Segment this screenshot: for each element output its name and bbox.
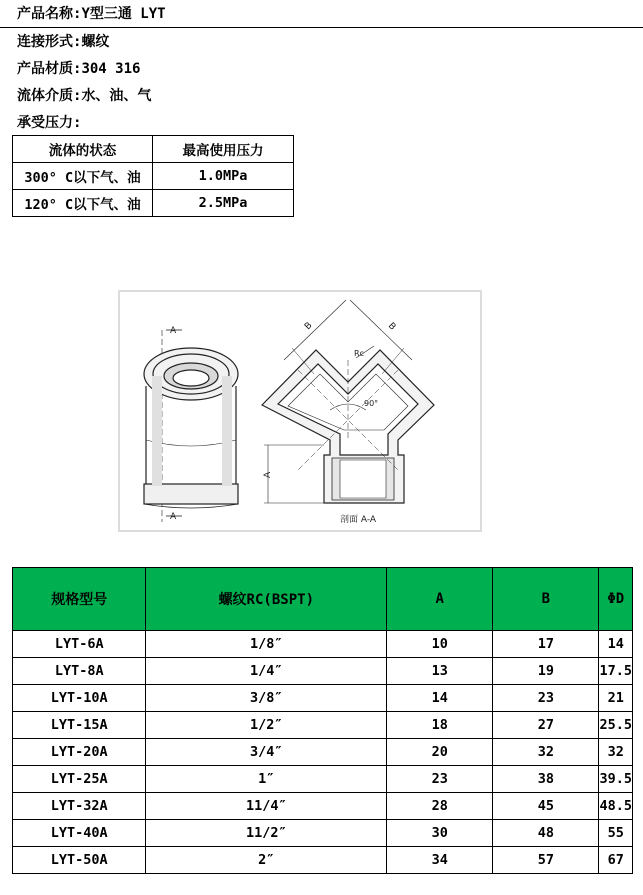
b-cell: 19: [493, 658, 599, 685]
table-row: [13, 739, 633, 766]
model-cell: LYT-50A: [13, 847, 146, 874]
connection-line: [17, 33, 109, 51]
fluid-value: 水、油、气: [81, 88, 152, 104]
a-cell: 28: [387, 793, 493, 820]
table-row: [13, 631, 633, 658]
section-mark-top: A: [170, 326, 177, 336]
thread-cell: 1/8″: [146, 631, 387, 658]
table-row: [13, 766, 633, 793]
dimension-a-label: A: [263, 471, 273, 478]
diameter-cell: 25.5: [599, 712, 633, 739]
diameter-cell: 39.5: [599, 766, 633, 793]
header-thread: 螺纹RC(BSPT): [146, 568, 387, 631]
b-cell: 48: [493, 820, 599, 847]
fluid-state-cell: 120° C以下气、油: [13, 190, 153, 217]
model-cell: LYT-6A: [13, 631, 146, 658]
material-value: 304 316: [81, 61, 141, 77]
diameter-cell: 17.5: [599, 658, 633, 685]
a-cell: 14: [387, 685, 493, 712]
spec-table-header: [13, 568, 633, 631]
a-cell: 20: [387, 739, 493, 766]
table-row: [13, 847, 633, 874]
a-cell: 23: [387, 766, 493, 793]
pressure-table-header: [13, 136, 294, 163]
dimension-b-left: B: [303, 320, 315, 333]
model-cell: LYT-40A: [13, 820, 146, 847]
table-row: [13, 820, 633, 847]
diameter-cell: 67: [599, 847, 633, 874]
b-cell: 57: [493, 847, 599, 874]
diameter-cell: 32: [599, 739, 633, 766]
model-cell: LYT-20A: [13, 739, 146, 766]
b-cell: 32: [493, 739, 599, 766]
header-diameter: ΦD: [599, 568, 633, 631]
a-cell: 18: [387, 712, 493, 739]
max-pressure-cell: 2.5MPa: [153, 190, 294, 217]
header-max-pressure: 最高使用压力: [153, 136, 294, 163]
b-cell: 27: [493, 712, 599, 739]
dimension-b-right: B: [385, 321, 398, 333]
pressure-table: [12, 135, 294, 217]
thread-cell: 11/4″: [146, 793, 387, 820]
diameter-cell: 21: [599, 685, 633, 712]
a-cell: 30: [387, 820, 493, 847]
model-cell: LYT-25A: [13, 766, 146, 793]
angle-label: 90°: [364, 399, 379, 408]
product-name-line: [17, 5, 166, 23]
thread-cell: 2″: [146, 847, 387, 874]
model-cell: LYT-15A: [13, 712, 146, 739]
table-row: [13, 685, 633, 712]
thread-cell: 3/8″: [146, 685, 387, 712]
b-cell: 23: [493, 685, 599, 712]
table-row: [13, 658, 633, 685]
product-name-value: Y型三通 LYT: [81, 6, 166, 22]
diameter-cell: 48.5: [599, 793, 633, 820]
table-row: [13, 163, 294, 190]
material-label: 产品材质:: [17, 61, 82, 77]
section-caption: 剖面 A-A: [340, 515, 377, 525]
connection-label: 连接形式:: [17, 34, 82, 50]
pressure-line: [17, 114, 81, 132]
thread-cell: 1/2″: [146, 712, 387, 739]
header-a: A: [387, 568, 493, 631]
max-pressure-cell: 1.0MPa: [153, 163, 294, 190]
fluid-state-cell: 300° C以下气、油: [13, 163, 153, 190]
diameter-cell: 55: [599, 820, 633, 847]
a-cell: 10: [387, 631, 493, 658]
table-row: [13, 712, 633, 739]
a-cell: 13: [387, 658, 493, 685]
section-mark-bottom: A: [170, 512, 177, 522]
model-cell: LYT-10A: [13, 685, 146, 712]
material-line: [17, 60, 140, 78]
thread-cell: 1/4″: [146, 658, 387, 685]
thread-cell: 11/2″: [146, 820, 387, 847]
diameter-cell: 14: [599, 631, 633, 658]
spec-table: [12, 567, 633, 874]
table-row: [13, 793, 633, 820]
title-divider: [0, 27, 643, 28]
header-b: B: [493, 568, 599, 631]
b-cell: 38: [493, 766, 599, 793]
thread-cell: 3/4″: [146, 739, 387, 766]
b-cell: 45: [493, 793, 599, 820]
thread-cell: 1″: [146, 766, 387, 793]
b-cell: 17: [493, 631, 599, 658]
technical-drawing: [118, 290, 482, 532]
spec-table-body: [13, 631, 633, 874]
header-model: 规格型号: [13, 568, 146, 631]
product-name-label: 产品名称:: [17, 6, 82, 22]
model-cell: LYT-32A: [13, 793, 146, 820]
fluid-label: 流体介质:: [17, 88, 82, 104]
model-cell: LYT-8A: [13, 658, 146, 685]
pressure-label: 承受压力:: [17, 115, 82, 131]
thread-rc-label: Rc: [354, 349, 364, 358]
a-cell: 34: [387, 847, 493, 874]
connection-value: 螺纹: [81, 34, 110, 50]
fluid-line: [17, 87, 151, 105]
header-fluid-state: 流体的状态: [13, 136, 153, 163]
table-row: [13, 190, 294, 217]
